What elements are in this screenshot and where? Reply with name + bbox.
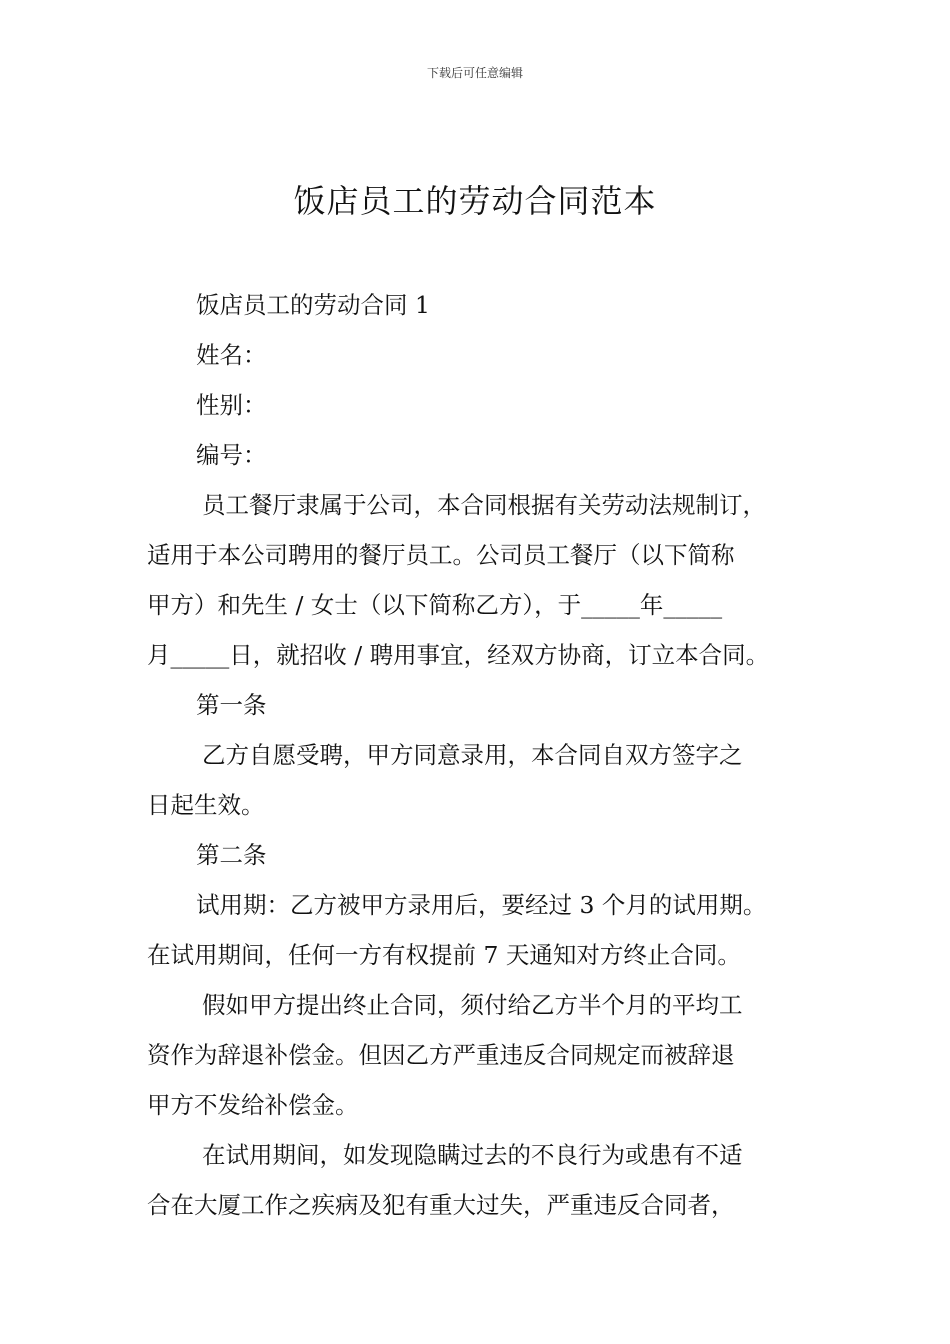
paragraph-line: 甲方）和先生 / 女士（以下简称乙方），于_____年_____ bbox=[147, 591, 723, 619]
article-heading: 第二条 bbox=[196, 841, 267, 869]
paragraph-line: 适用于本公司聘用的餐厅员工。公司员工餐厅（以下简称 bbox=[147, 541, 735, 569]
paragraph-line: 在试用期间，任何一方有权提前 7 天通知对方终止合同。 bbox=[147, 941, 741, 969]
paragraph-line: 月_____日，就招收 / 聘用事宜，经双方协商，订立本合同。 bbox=[147, 641, 770, 669]
paragraph-line: 合在大厦工作之疾病及犯有重大过失，严重违反合同者， bbox=[147, 1191, 735, 1219]
paragraph-line: 甲方不发给补偿金。 bbox=[147, 1091, 359, 1119]
paragraph-line: 资作为辞退补偿金。但因乙方严重违反合同规定而被辞退 bbox=[147, 1041, 735, 1069]
contract-subtitle: 饭店员工的劳动合同 1 bbox=[196, 291, 430, 319]
article-heading: 第一条 bbox=[196, 691, 267, 719]
document-body bbox=[147, 280, 812, 1230]
paragraph-line: 在试用期间，如发现隐瞒过去的不良行为或患有不适 bbox=[202, 1141, 743, 1169]
number-field-label: 编号： bbox=[196, 441, 267, 469]
document-title: 饭店员工的劳动合同范本 bbox=[293, 182, 657, 220]
header-note: 下载后可任意编辑 bbox=[426, 66, 523, 80]
paragraph-line: 假如甲方提出终止合同，须付给乙方半个月的平均工 bbox=[202, 991, 743, 1019]
paragraph-line: 员工餐厅隶属于公司，本合同根据有关劳动法规制订， bbox=[202, 491, 766, 519]
paragraph-line: 日起生效。 bbox=[147, 791, 265, 819]
paragraph-line: 乙方自愿受聘，甲方同意录用，本合同自双方签字之 bbox=[202, 741, 743, 769]
gender-field-label: 性别： bbox=[196, 391, 267, 419]
paragraph-line: 试用期：乙方被甲方录用后，要经过 3 个月的试用期。 bbox=[196, 891, 767, 919]
name-field-label: 姓名： bbox=[196, 341, 267, 369]
